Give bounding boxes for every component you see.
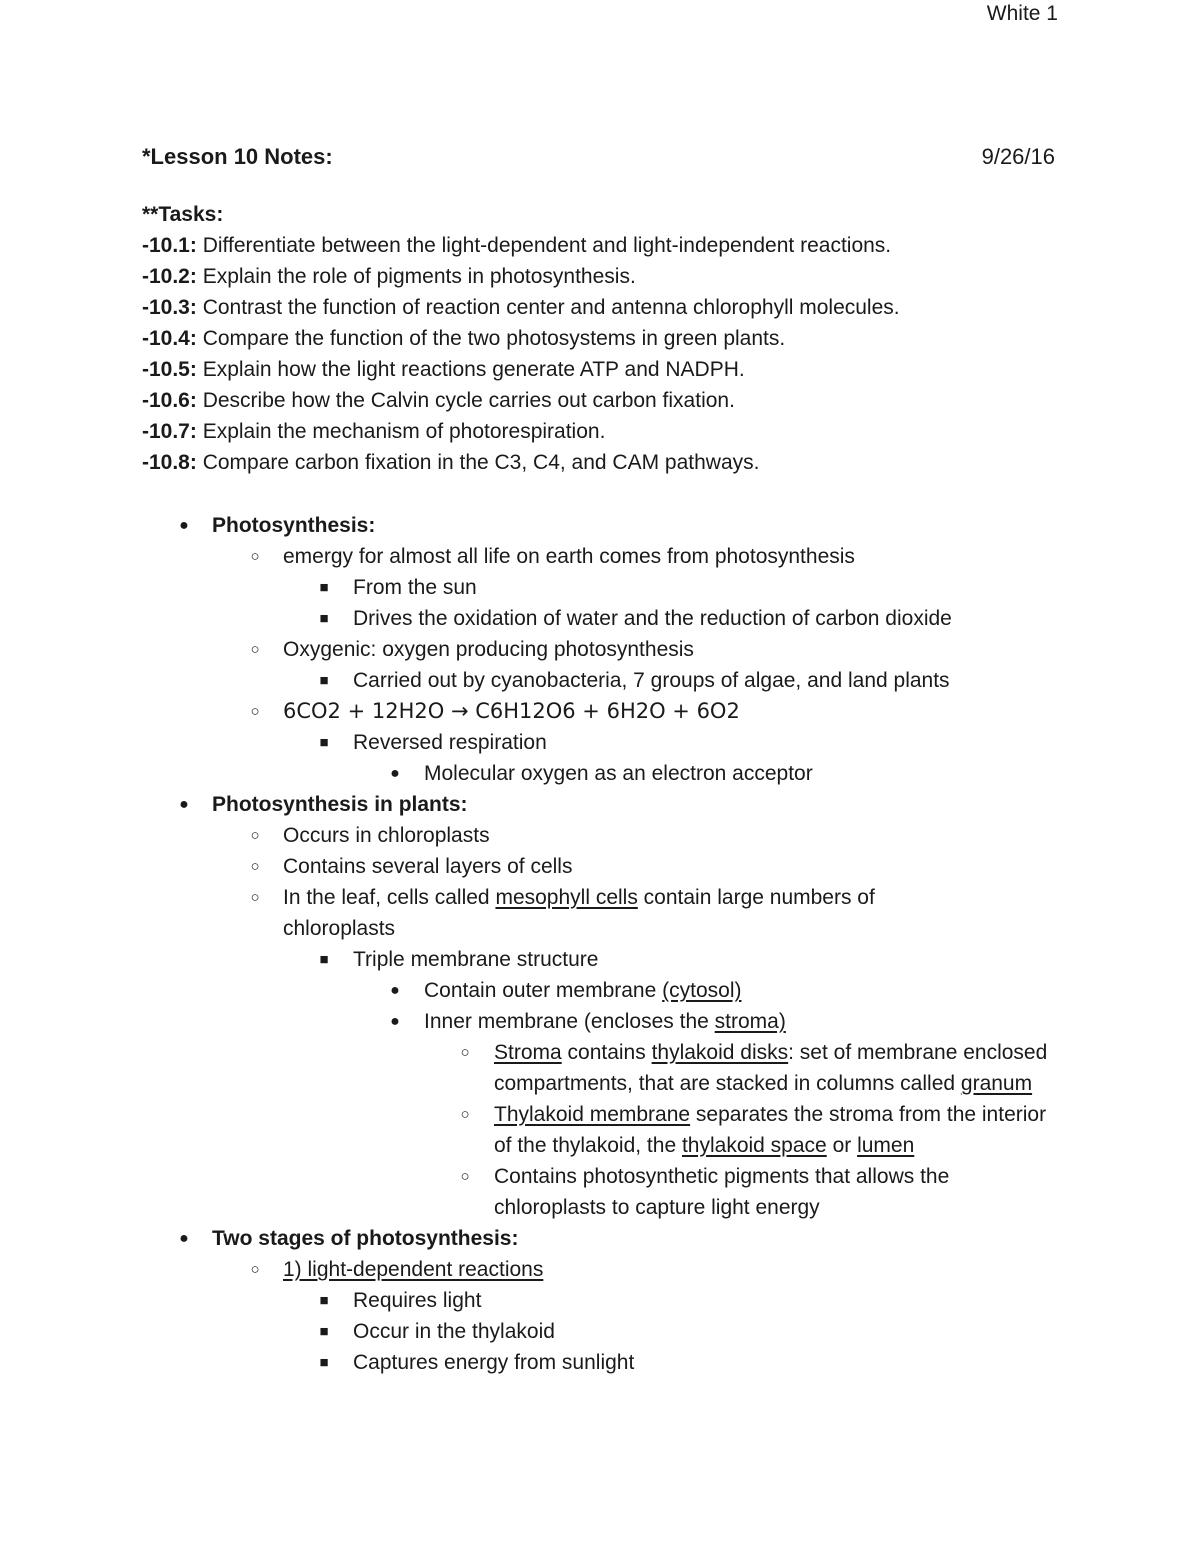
item-text: contain large numbers of chloroplasts (283, 886, 875, 940)
equation: 6CO2 + 12H2O → C6H12O6 + 6H2O + 6O2 (283, 699, 740, 723)
task-code: -10.3: (142, 296, 197, 319)
outline-item (142, 634, 1062, 665)
item-text: Occurs in chloroplasts (283, 824, 490, 847)
task-text: Compare the function of the two photosystems in green plants. (196, 327, 786, 350)
circle-bullet-icon: ○ (460, 1106, 470, 1123)
task-code: -10.8: (142, 451, 197, 474)
item-text: Reversed respiration (353, 731, 547, 754)
outline-item (142, 1037, 1062, 1099)
underlined-term: thylakoid space (681, 1134, 827, 1157)
outline-item (142, 510, 1062, 541)
square-bullet-icon: ■ (319, 579, 329, 596)
outline-item (142, 603, 1062, 634)
underlined-term: Stroma (494, 1041, 562, 1064)
circle-bullet-icon: ○ (250, 827, 260, 844)
outline-item (142, 1254, 1062, 1285)
task-text: Contrast the function of reaction center and antenna chlorophyll molecules. (196, 296, 900, 319)
date: 9/26/16 (981, 144, 1055, 169)
tasks-section (142, 199, 900, 478)
outline-item (142, 944, 1062, 975)
task-item (142, 230, 900, 261)
title-row (142, 141, 1055, 172)
square-bullet-icon: ■ (319, 672, 329, 689)
item-text: Carried out by cyanobacteria, 7 groups of algae, and land plants (353, 669, 950, 692)
underlined-term: (cytosol) (662, 979, 742, 1002)
task-text: Compare carbon fixation in the C3, C4, and CAM pathways. (196, 451, 760, 474)
item-text: or (826, 1134, 858, 1157)
circle-bullet-icon: ○ (460, 1044, 470, 1061)
task-item (142, 354, 900, 385)
disc-bullet-icon: ● (390, 982, 400, 999)
task-text: Describe how the Calvin cycle carries out carbon fixation. (196, 389, 735, 412)
square-bullet-icon: ■ (319, 734, 329, 751)
task-item (142, 385, 900, 416)
outline-item (142, 975, 1062, 1006)
circle-bullet-icon: ○ (250, 1261, 260, 1278)
circle-bullet-icon: ○ (250, 641, 260, 658)
square-bullet-icon: ■ (319, 1292, 329, 1309)
outline-item (142, 1099, 1062, 1161)
task-text: Differentiate between the light-dependent and light-independent reactions. (196, 234, 892, 257)
section-heading: Two stages of photosynthesis: (212, 1227, 519, 1250)
item-text: Drives the oxidation of water and the reduction of carbon dioxide (353, 607, 952, 630)
outline-item (142, 1285, 1062, 1316)
item-text: Contains photosynthetic pigments that allows the chloroplasts to capture light energy (494, 1165, 950, 1219)
outline-item (142, 1316, 1062, 1347)
item-text: separates the stroma from the interior of the thylakoid, the (494, 1103, 1047, 1157)
notes-outline (142, 510, 1062, 1378)
outline-item (142, 1347, 1062, 1378)
square-bullet-icon: ■ (319, 951, 329, 968)
disc-bullet-icon: ● (179, 517, 189, 534)
disc-bullet-icon: ● (179, 1230, 189, 1247)
square-bullet-icon: ■ (319, 1323, 329, 1340)
task-item (142, 292, 900, 323)
item-text: contains (561, 1041, 652, 1064)
outline-item (142, 1223, 1062, 1254)
task-code: -10.7: (142, 420, 197, 443)
outline-item (142, 789, 1062, 820)
circle-bullet-icon: ○ (250, 889, 260, 906)
underlined-term: Thylakoid membrane (494, 1103, 691, 1126)
circle-bullet-icon: ○ (250, 548, 260, 565)
square-bullet-icon: ■ (319, 610, 329, 627)
outline-item (142, 1006, 1062, 1037)
page-title: *Lesson 10 Notes: (142, 144, 333, 169)
disc-bullet-icon: ● (390, 1013, 400, 1030)
item-text: Contain outer membrane (424, 979, 663, 1002)
section-heading: Photosynthesis: (212, 514, 376, 537)
outline-item (142, 1161, 1062, 1223)
item-text: Oxygenic: oxygen producing photosynthesis (283, 638, 694, 661)
outline-item (142, 727, 1062, 758)
item-text: Occur in the thylakoid (353, 1320, 555, 1343)
underlined-term: mesophyll cells (495, 886, 638, 909)
item-text: Contains several layers of cells (283, 855, 573, 878)
section-heading: Photosynthesis in plants: (212, 793, 468, 816)
task-code: -10.2: (142, 265, 197, 288)
square-bullet-icon: ■ (319, 1354, 329, 1371)
outline-item (142, 882, 1062, 944)
item-text: Requires light (353, 1289, 482, 1312)
disc-bullet-icon: ● (390, 765, 400, 782)
task-text: Explain the mechanism of photorespiration. (196, 420, 606, 443)
underlined-term: thylakoid disks (651, 1041, 789, 1064)
task-text: Explain the role of pigments in photosynthesis. (196, 265, 636, 288)
outline-item (142, 758, 1062, 789)
item-text: In the leaf, cells called (283, 886, 496, 909)
item-text: emergy for almost all life on earth comes from photosynthesis (283, 545, 855, 568)
item-text: : set of membrane enclosed compartments, that are stacked in columns called (494, 1041, 1048, 1095)
outline-item (142, 696, 1062, 727)
task-item (142, 261, 900, 292)
item-text: Inner membrane (encloses the (424, 1010, 715, 1033)
task-item (142, 416, 900, 447)
outline-item (142, 541, 1062, 572)
tasks-heading: **Tasks: (142, 203, 224, 226)
underlined-term: stroma) (714, 1010, 786, 1033)
underlined-term: lumen (857, 1134, 915, 1157)
task-code: -10.4: (142, 327, 197, 350)
task-code: -10.5: (142, 358, 197, 381)
task-code: -10.1: (142, 234, 197, 257)
task-text: Explain how the light reactions generate ATP and NADPH. (196, 358, 745, 381)
disc-bullet-icon: ● (179, 796, 189, 813)
outline-item (142, 572, 1062, 603)
underlined-term: granum (960, 1072, 1033, 1095)
task-code: -10.6: (142, 389, 197, 412)
item-text: Captures energy from sunlight (353, 1351, 635, 1374)
item-text: Molecular oxygen as an electron acceptor (424, 762, 813, 785)
task-item (142, 447, 900, 478)
task-item (142, 323, 900, 354)
item-text: Triple membrane structure (353, 948, 599, 971)
circle-bullet-icon: ○ (250, 703, 260, 720)
outline-item (142, 851, 1062, 882)
item-text: From the sun (353, 576, 477, 599)
circle-bullet-icon: ○ (250, 858, 260, 875)
circle-bullet-icon: ○ (460, 1168, 470, 1185)
outline-item (142, 820, 1062, 851)
page-header: White 1 (986, 2, 1058, 25)
outline-item (142, 665, 1062, 696)
underlined-term: 1) light-dependent reactions (283, 1258, 544, 1281)
